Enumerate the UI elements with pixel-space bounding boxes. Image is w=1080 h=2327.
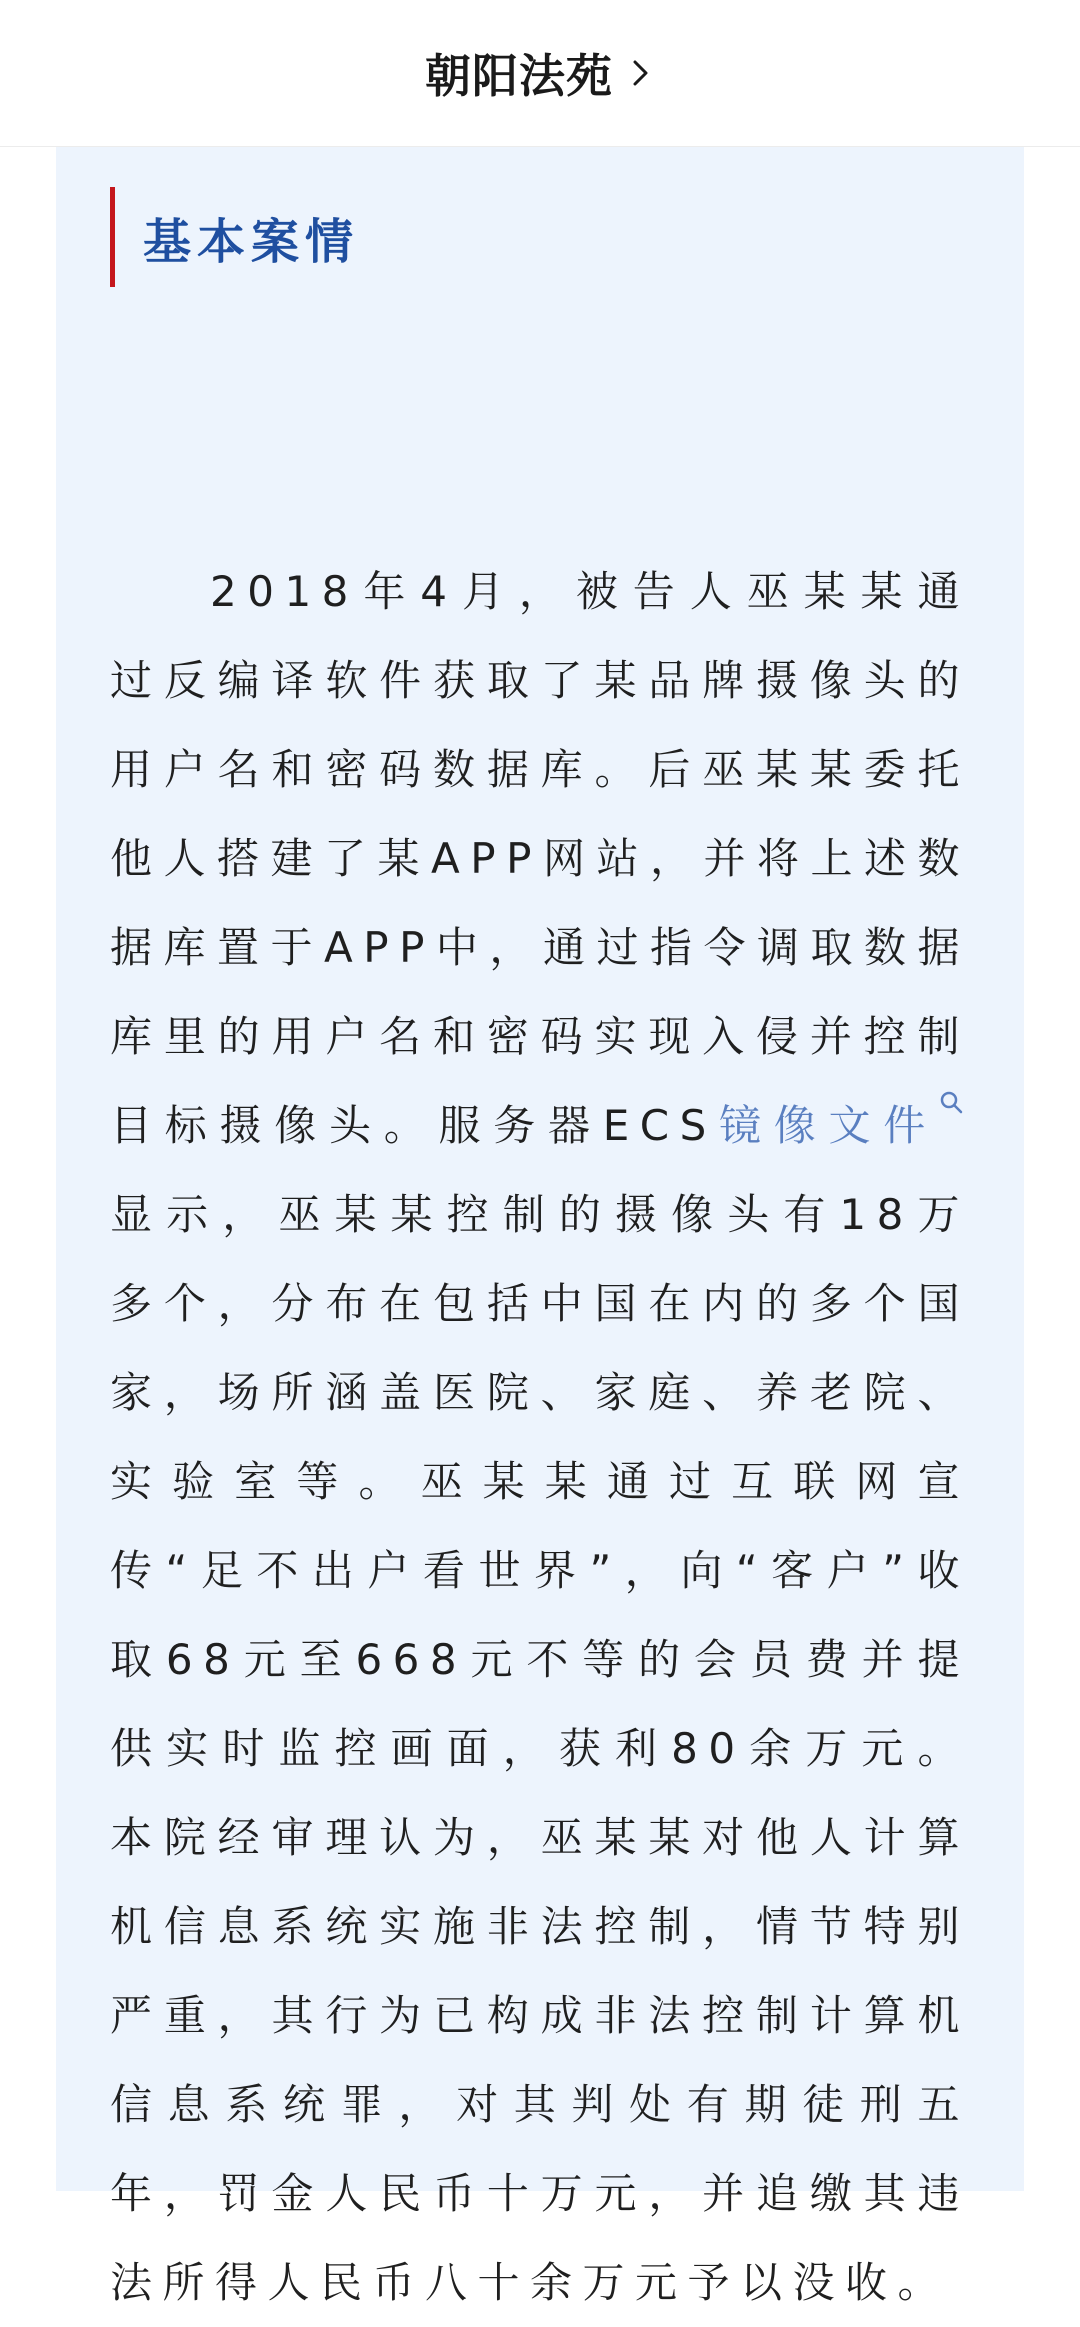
chevron-right-icon xyxy=(625,58,655,88)
paragraph-text-part-1: 2018年4月，被告人巫某某通过反编译软件获取了某品牌摄像头的用户名和密码数据库。后巫某某委托他人搭建了某APP网站，并将上述数据库置于APP中，通过指令调取数据库里的用户名和密码实现入侵并控制目标摄像头。服务器ECS xyxy=(110,567,970,1150)
account-name: 朝阳法苑 xyxy=(425,49,613,103)
search-icon[interactable] xyxy=(938,1089,964,1115)
article-content-card xyxy=(56,147,1024,2307)
section-title: 基本案情 xyxy=(143,213,360,270)
top-navigation-bar xyxy=(0,0,1080,147)
account-name-link[interactable] xyxy=(425,40,655,106)
section-header xyxy=(110,187,359,287)
paragraph-text-part-2: 显示，巫某某控制的摄像头有18万多个，分布在包括中国在内的多个国家，场所涵盖医院、家庭、养老院、实验室等。巫某某通过互联网宣传“足不出户看世界”，向“客户”收取68元至668元不等的会员费并提供实时监控画面，获利80余万元。本院经审理认为，巫某某对他人计算机信息系统实施非法控制，情节特别严重，其行为已构成非法控制计算机信息系统罪，对其判处有期徒刑五年，罚金人民币十万元，并追缴其违法所得人民币八十余万元予以没收。 xyxy=(110,1190,970,2307)
article-paragraph xyxy=(110,547,970,2327)
section-accent-bar xyxy=(110,187,115,287)
search-term-link[interactable]: 镜像文件 xyxy=(716,1101,938,1150)
